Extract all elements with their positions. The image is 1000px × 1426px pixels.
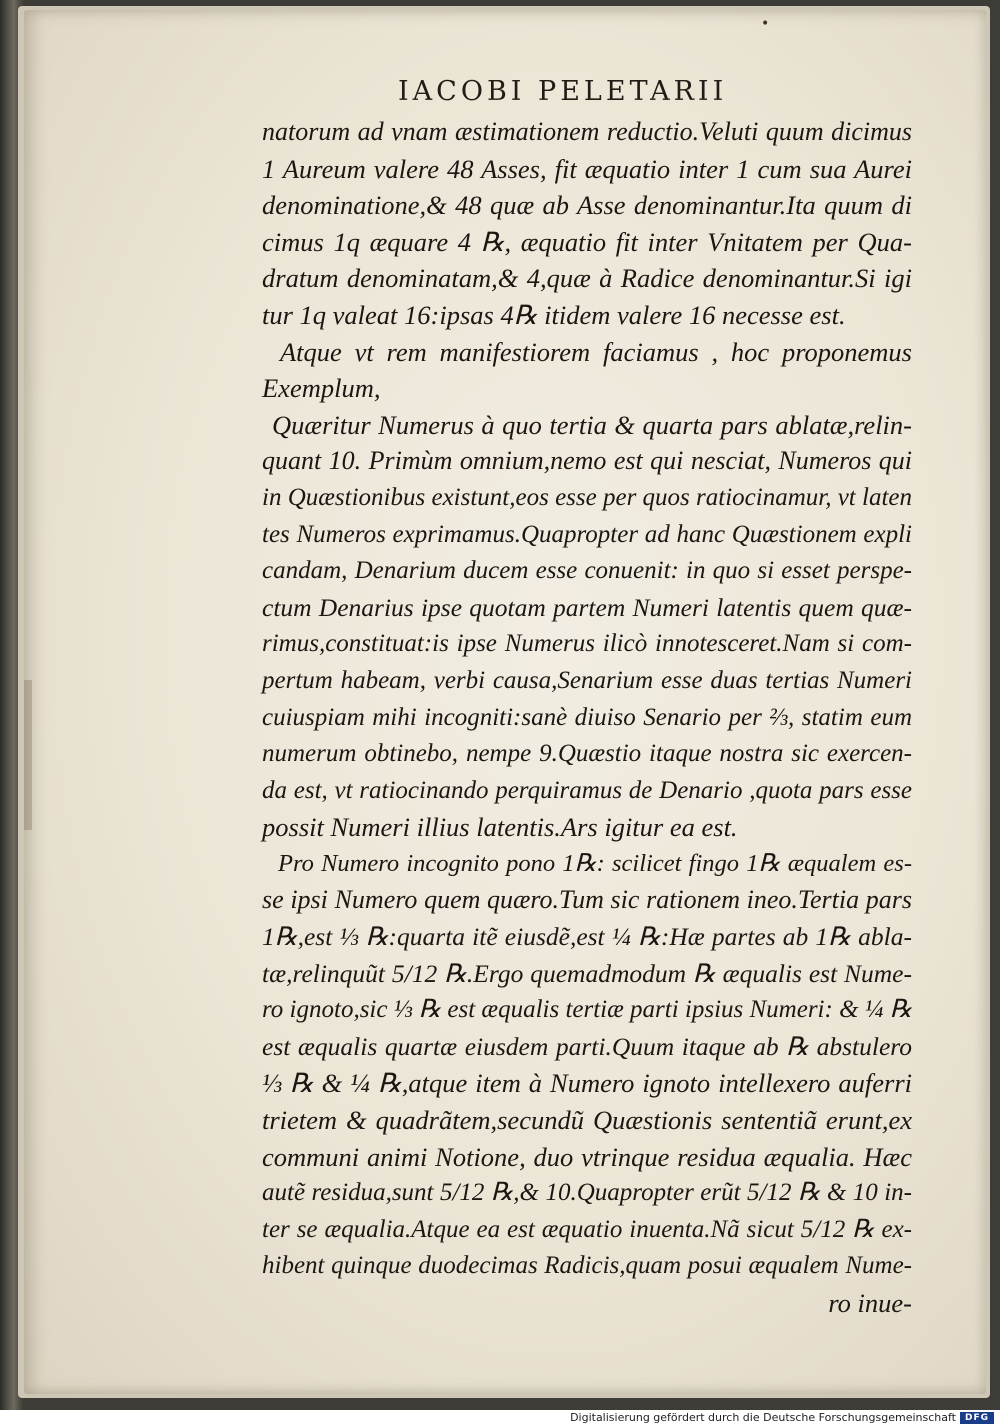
text-line: rimus,constituat:is ipse Numerus ilicò innotesceret.Nam si com-: [262, 630, 912, 658]
text-line: ⅓ ℞ & ¼ ℞,atque item à Numero ignoto intellexero auferri: [262, 1068, 912, 1099]
text-line: communi animi Notione, duo vtrinque residua æqualia. Hæc: [262, 1141, 912, 1172]
text-line: se ipsi Numero quem quæro.Tum sic rationem ineo.Tertia pars: [262, 885, 912, 915]
text-line: hibent quinque duodecimas Radicis,quam posui æqualem Nume-: [262, 1252, 912, 1280]
text-line: ctum Denarius ipse quotam partem Numeri latentis quem quæ-: [262, 592, 912, 622]
edge-mark: •: [761, 16, 770, 32]
spine-shadow: [24, 680, 32, 830]
text-line: autẽ residua,sunt 5/12 ℞,& 10.Quapropter erũt 5/12 ℞ & 10 in-: [262, 1179, 912, 1207]
text-line: 1 Aureum valere 48 Asses, fit æquatio inter 1 cum sua Aurei: [262, 153, 912, 184]
text-line: est æqualis quartæ eiusdem parti.Quum itaque ab ℞ abstulero: [262, 1031, 912, 1061]
text-line: ro inue-: [828, 1288, 912, 1318]
page-text-block: [262, 114, 912, 1322]
running-head: IACOBI PELETARII: [398, 76, 728, 107]
text-line: tur 1q valeat 16:ipsas 4℞ itidem valere 16 necesse est.: [262, 299, 846, 330]
text-line: Exemplum,: [262, 373, 381, 404]
text-line: quant 10. Primùm omnium,nemo est qui nesciat, Numeros qui: [262, 446, 912, 476]
text-line: trietem & quadrãtem,secundũ Quæstionis sententiã erunt,ex: [262, 1105, 912, 1136]
text-line: 1℞,est ⅓ ℞:quarta itẽ eiusdẽ,est ¼ ℞:Hæ partes ab 1℞ abla-: [262, 922, 912, 952]
text-line: candam, Denarium ducem esse conuenit: in quo si esset perspe-: [262, 557, 912, 585]
text-line: cimus 1q æquare 4 ℞, æquatio fit inter Vnitatem per Qua-: [262, 226, 912, 257]
text-line: possit Numeri illius latentis.Ars igitur ea est.: [262, 812, 738, 843]
text-line: Quæritur Numerus à quo tertia & quarta pars ablatæ,relin-: [272, 409, 912, 440]
text-line: ter se æqualia.Atque ea est æquatio inuenta.Nã sicut 5/12 ℞ ex-: [262, 1215, 912, 1243]
text-line: pertum habeam, verbi causa,Senarium esse duas tertias Numeri: [262, 666, 912, 694]
text-line: numerum obtinebo, nempe 9.Quæstio itaque nostra sic exercen-: [262, 740, 912, 768]
text-line: Pro Numero incognito pono 1℞: scilicet fingo 1℞ æqualem es-: [278, 849, 912, 877]
dfg-logo: DFG: [960, 1412, 994, 1424]
text-line: cuiuspiam mihi incogniti:sanè diuiso Senario per ⅔, statim eum: [262, 703, 912, 731]
text-line: da est, vt ratiocinando perquiramus de Denario ,quota pars esse: [262, 776, 912, 804]
text-line: ro ignoto,sic ⅓ ℞ est æqualis tertiæ parti ipsius Numeri: & ¼ ℞: [262, 996, 913, 1024]
text-line: denominatione,& 48 quæ ab Asse denominantur.Ita quum di: [262, 190, 912, 221]
text-line: tes Numeros exprimamus.Quapropter ad hanc Quæstionem expli: [262, 520, 912, 548]
text-line: Atque vt rem manifestiorem faciamus , hoc proponemus: [280, 336, 912, 367]
text-line: tæ,relinquũt 5/12 ℞.Ergo quemadmodum ℞ æqualis est Nume-: [262, 958, 912, 988]
funding-credit: Digitalisierung gefördert durch die Deutsche Forschungsgemeinschaft: [570, 1411, 956, 1424]
text-line: in Quæstionibus existunt,eos esse per quos ratiocinamur, vt laten: [262, 483, 912, 511]
text-line: dratum denominatam,& 4,quæ à Radice denominantur.Si igi: [262, 263, 912, 294]
text-line: natorum ad vnam æstimationem reductio.Veluti quum dicimus: [262, 117, 912, 146]
